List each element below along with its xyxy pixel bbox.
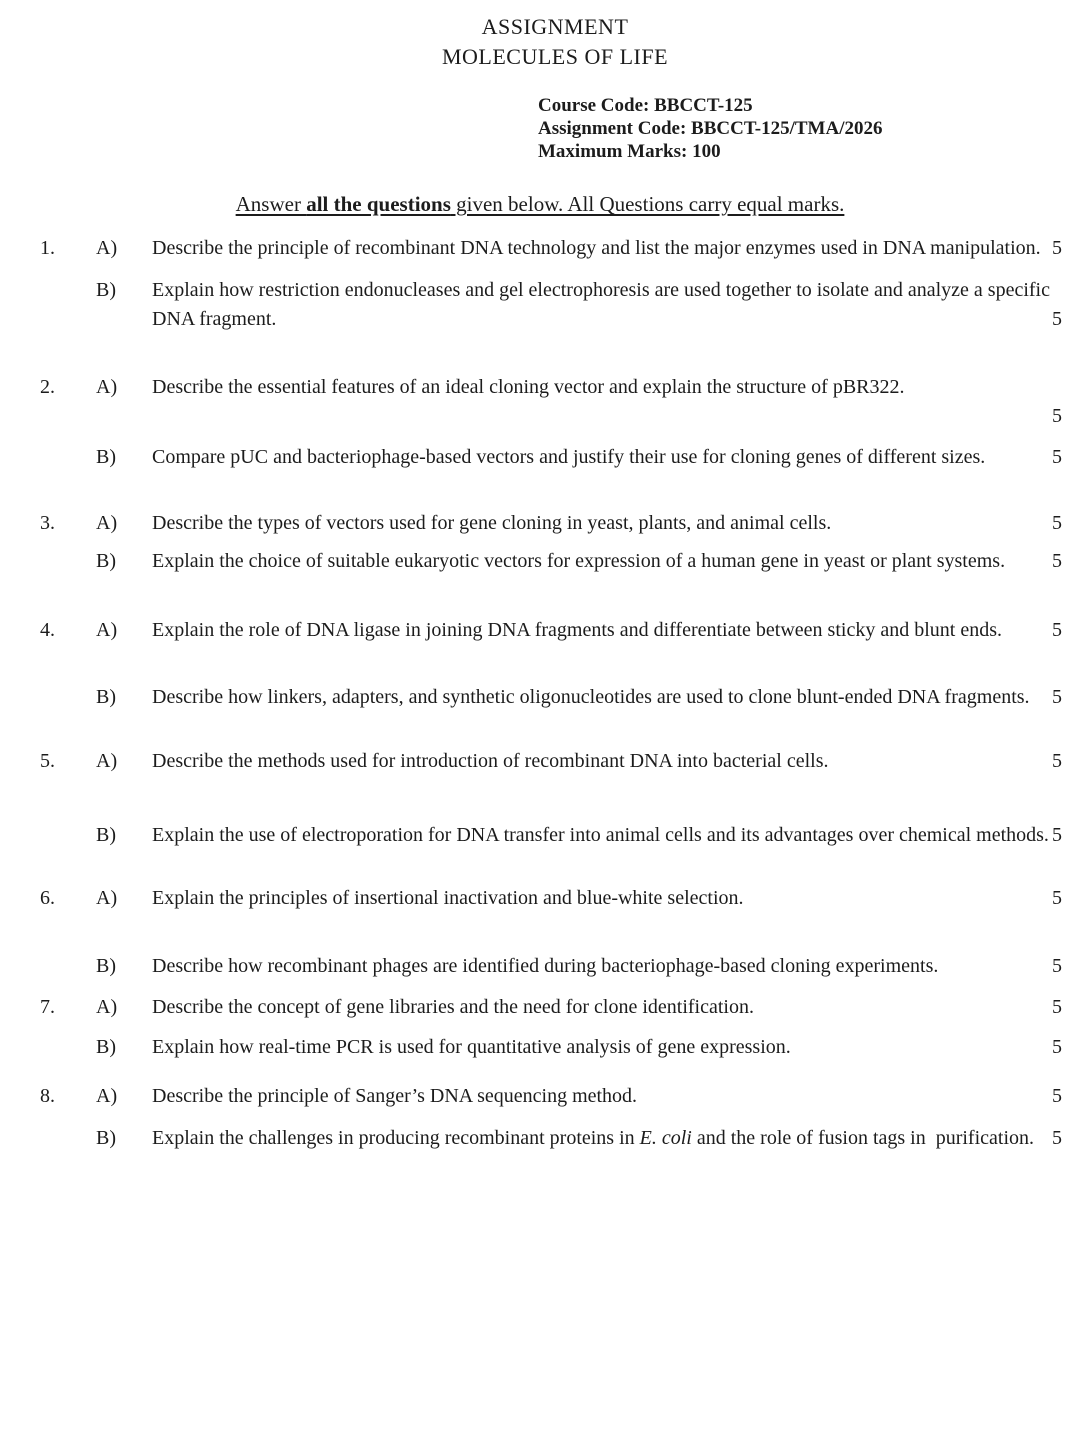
question-6-part-b — [0, 952, 1080, 982]
assignment-code: Assignment Code: BBCCT-125/TMA/2026 — [538, 118, 883, 139]
question-3-part-b — [0, 547, 1080, 577]
part-letter: A) — [96, 375, 118, 398]
part-text: Explain how real-time PCR is used for quantitative analysis of gene expression. — [152, 1035, 791, 1058]
part-text: Explain the role of DNA ligase in joining DNA fragments and differentiate between sticky and blunt ends. — [152, 619, 1002, 641]
part-letter: B) — [96, 1126, 116, 1149]
course-code: Course Code: BBCCT-125 — [538, 95, 753, 116]
part-letter: A) — [96, 996, 118, 1018]
question-2-part-b — [0, 443, 1080, 473]
part-marks: 5 — [1052, 823, 1062, 846]
part-letter: B) — [96, 278, 116, 301]
question-number — [40, 276, 96, 335]
part-text: Describe the concept of gene libraries and the need for clone identification. — [152, 996, 754, 1018]
part-marks: 5 — [1052, 750, 1062, 772]
part-marks: 5 — [1052, 445, 1062, 468]
part-letter: B) — [96, 445, 116, 468]
question-5-part-a — [0, 747, 1080, 777]
question-number — [40, 952, 96, 982]
instruction-line — [0, 190, 1080, 218]
question-number — [40, 1124, 96, 1154]
question-number: 2. — [40, 375, 55, 398]
course-info-block — [538, 94, 1080, 163]
question-number — [40, 547, 96, 577]
question-number — [40, 1033, 96, 1063]
part-text: Explain the principles of insertional inactivation and blue-white selection. — [152, 887, 744, 909]
part-letter: B) — [96, 1035, 116, 1058]
part-text — [152, 1124, 1060, 1154]
question-7-part-a — [0, 993, 1080, 1023]
title-line-assignment: ASSIGNMENT — [481, 14, 629, 39]
question-number: 7. — [40, 996, 55, 1018]
part-marks: 5 — [1052, 954, 1062, 977]
part-text: Describe the types of vectors used for gene cloning in yeast, plants, and animal cells. — [152, 512, 832, 534]
part-marks: 5 — [1052, 887, 1062, 909]
part-text: Describe the essential features of an ideal cloning vector and explain the structure of pBR322. — [152, 375, 905, 398]
question-3-part-a — [0, 509, 1080, 539]
question-1-part-a — [0, 234, 1080, 264]
part-marks: 5 — [1052, 1035, 1062, 1058]
part-letter: B) — [96, 549, 116, 572]
question-7-part-b — [0, 1033, 1080, 1063]
part-marks: 5 — [1052, 619, 1062, 641]
question-2-part-a — [0, 373, 1080, 432]
part-text: Explain the use of electroporation for DNA transfer into animal cells and its advantages over chemical methods. — [152, 823, 1049, 846]
part-text: Describe the principle of Sanger’s DNA sequencing method. — [152, 1085, 638, 1107]
part-letter: A) — [96, 750, 118, 772]
part-marks: 5 — [1052, 685, 1062, 708]
part-marks: 5 — [1052, 237, 1062, 259]
part-text: Compare pUC and bacteriophage-based vectors and justify their use for cloning genes of different sizes. — [152, 445, 986, 468]
part-text: Explain how restriction endonucleases and gel electrophoresis are used together to isolate and analyze a specific DNA fragment. — [152, 278, 1055, 330]
title-line-course-name: MOLECULES OF LIFE — [441, 44, 669, 69]
part-text: Describe how linkers, adapters, and synthetic oligonucleotides are used to clone blunt-ended DNA fragments. — [152, 685, 1030, 708]
instruction-prefix: Answer — [235, 192, 307, 216]
question-number: 5. — [40, 750, 55, 772]
part-marks: 5 — [1052, 996, 1062, 1018]
question-6-part-a — [0, 884, 1080, 914]
question-number: 1. — [40, 237, 55, 259]
part-marks: 5 — [1052, 549, 1062, 572]
question-8-part-a — [0, 1082, 1080, 1112]
question-number: 4. — [40, 619, 55, 641]
part-letter: A) — [96, 237, 118, 259]
question-4-part-b — [0, 683, 1080, 713]
part-letter: B) — [96, 685, 116, 708]
part-marks: 5 — [1052, 1085, 1062, 1107]
part-text: Describe the methods used for introduction of recombinant DNA into bacterial cells. — [152, 750, 829, 772]
maximum-marks: Maximum Marks: 100 — [538, 141, 721, 162]
question-4-part-a — [0, 616, 1080, 646]
part-letter: A) — [96, 887, 118, 909]
part-marks: 5 — [1052, 512, 1062, 534]
instruction-bold-text: all the questions — [306, 192, 451, 216]
instruction-suffix: given below. All Questions carry equal marks. — [450, 192, 845, 216]
question-number: 8. — [40, 1085, 55, 1107]
part-text: Describe the principle of recombinant DNA technology and list the major enzymes used in DNA manipulation. — [152, 237, 1041, 259]
question-number: 6. — [40, 887, 55, 909]
part-text: Explain the choice of suitable eukaryotic vectors for expression of a human gene in yeast or plant systems. — [152, 549, 1006, 572]
part-marks: 5 — [1052, 308, 1062, 330]
part-letter: B) — [96, 954, 116, 977]
question-number — [40, 821, 96, 851]
part-text-italic-species: E. coli — [639, 1126, 692, 1149]
part-text-segment: and the role of fusion tags in purification. — [691, 1126, 1035, 1149]
question-number: 3. — [40, 512, 55, 534]
part-text: Describe how recombinant phages are identified during bacteriophage-based cloning experiments. — [152, 954, 939, 977]
part-marks: 5 — [1052, 405, 1062, 427]
question-5-part-b — [0, 821, 1080, 851]
part-letter: A) — [96, 1085, 118, 1107]
question-number — [40, 443, 96, 473]
question-8-part-b — [0, 1124, 1080, 1154]
part-letter: A) — [96, 512, 118, 534]
document-title — [30, 12, 1080, 72]
part-letter: B) — [96, 823, 116, 846]
part-letter: A) — [96, 619, 118, 641]
part-marks: 5 — [1052, 1126, 1062, 1149]
question-1-part-b — [0, 276, 1080, 335]
part-text-segment: Explain the challenges in producing recombinant proteins in — [152, 1126, 640, 1149]
question-number — [40, 683, 96, 713]
